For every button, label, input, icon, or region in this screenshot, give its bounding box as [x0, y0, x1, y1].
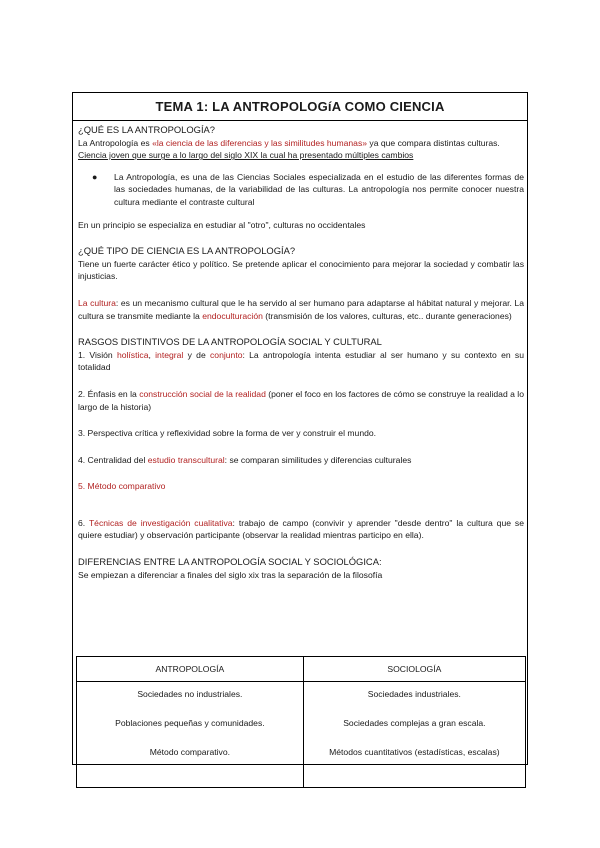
underlined-text: Ciencia joven que surge a lo largo del siglo XIX la cual ha presentado múltiples cambios [78, 150, 414, 161]
term-estudio-transcultural: estudio transcultural [147, 454, 225, 465]
highlight-definition: «la ciencia de las diferencias y las similitudes humanas» [152, 137, 368, 148]
rasgo-6 [78, 517, 524, 542]
text-run: , [148, 349, 156, 360]
table-cell: Sociedades industriales. [303, 682, 525, 712]
text-run: : es un mecanismo cultural que le ha servido al ser humano para adaptarse al hábitat natural y mejorar. La cultura se transmite mediante la [78, 297, 524, 321]
document-body [78, 124, 524, 581]
definition-paragraph [78, 137, 524, 162]
text-run: 6. [78, 517, 89, 528]
term-tecnicas-cualitativas: Técnicas de investigación cualitativa [88, 517, 233, 528]
page-title: TEMA 1: LA ANTROPOLOGíA COMO CIENCIA [73, 93, 527, 121]
document-frame [72, 92, 528, 765]
table-header-sociologia: SOCIOLOGÍA [303, 657, 525, 682]
rasgo-2 [78, 388, 524, 413]
text-run: : trabajo de campo (convivir y aprender "desde dentro" la cultura que se quiere estudiar) y observación participante (observar la realidad mientras participo en ella). [78, 517, 524, 541]
table-cell-empty [303, 769, 525, 788]
text-run: La Antropología es [78, 137, 153, 148]
section-heading-tipo-ciencia: ¿QUÉ TIPO DE CIENCIA ES LA ANTROPOLOGÍA? [78, 245, 296, 257]
rasgo-4 [78, 454, 524, 467]
bullet-icon: ● [92, 171, 98, 182]
table-row-empty [77, 769, 526, 788]
table-cell: Método comparativo. [77, 740, 304, 769]
term-endoculturacion: endoculturación [202, 310, 263, 321]
term-cultura: La cultura [78, 297, 116, 308]
text-run: 2. Énfasis en la [78, 388, 140, 399]
text-run: y de [183, 349, 210, 360]
rasgo-3: 3. Perspectiva crítica y reflexividad sobre la forma de ver y construir el mundo. [78, 428, 377, 439]
table-cell: Métodos cuantitativos (estadísticas, escalas) [303, 740, 525, 769]
paragraph-diferencias: Se empiezan a diferenciar a finales del siglo xix tras la separación de la filosofía [78, 569, 383, 580]
text-run: (poner el foco en los factores de cómo se construye la realidad a lo largo de la historia) [78, 388, 524, 412]
table-header-row [77, 657, 526, 682]
table-cell: Sociedades no industriales. [77, 682, 304, 712]
table-row [77, 711, 526, 740]
table-header-antropologia: ANTROPOLOGÍA [77, 657, 304, 682]
text-run: 4. Centralidad del [78, 454, 148, 465]
text-run: (transmisión de los valores, culturas, etc.. durante generaciones) [262, 310, 512, 321]
comparison-table [76, 656, 526, 788]
paragraph-otro: En un principio se especializa en estudiar al "otro", culturas no occidentales [78, 219, 366, 230]
table-cell-empty [77, 769, 304, 788]
table-cell: Poblaciones pequeñas y comunidades. [77, 711, 304, 740]
term-holistica: holística [116, 349, 149, 360]
term-construccion-social: construcción social de la realidad [139, 388, 266, 399]
rasgo-5: 5. Método comparativo [78, 481, 166, 492]
term-conjunto: conjunto [210, 349, 243, 360]
text-run: 1. Visión [78, 349, 117, 360]
section-heading-diferencias: DIFERENCIAS ENTRE LA ANTROPOLOGÍA SOCIAL Y SOCIOLÓGICA: [78, 556, 382, 568]
bullet-item [92, 171, 524, 209]
table-cell: Sociedades complejas a gran escala. [303, 711, 525, 740]
term-integral: integral [155, 349, 184, 360]
text-run: ya que compara distintas culturas. [367, 137, 500, 148]
section-heading-que-es: ¿QUÉ ES LA ANTROPOLOGÍA? [78, 124, 216, 135]
text-run: : se comparan similitudes y diferencias culturales [224, 454, 412, 465]
section-heading-rasgos: RASGOS DISTINTIVOS DE LA ANTROPOLOGÍA SOCIAL Y CULTURAL [78, 336, 382, 348]
paragraph-cultura [78, 297, 524, 322]
table-row [77, 682, 526, 712]
text-run: : La antropología intenta estudiar al ser humano y su contexto en su totalidad [78, 349, 524, 373]
paragraph-caracter: Tiene un fuerte carácter ético y político. Se pretende aplicar el conocimiento para mejorar la sociedad y combatir las injusticias. [78, 258, 524, 282]
bullet-text: La Antropología, es una de las Ciencias Sociales especializada en el estudio de las diferentes formas de las sociedades humanas, de la variabilidad de las culturas. La antropología nos permite conocer nuestra cultura mediante el contraste cultural [114, 171, 524, 207]
rasgo-1 [78, 349, 524, 374]
table-row [77, 740, 526, 769]
